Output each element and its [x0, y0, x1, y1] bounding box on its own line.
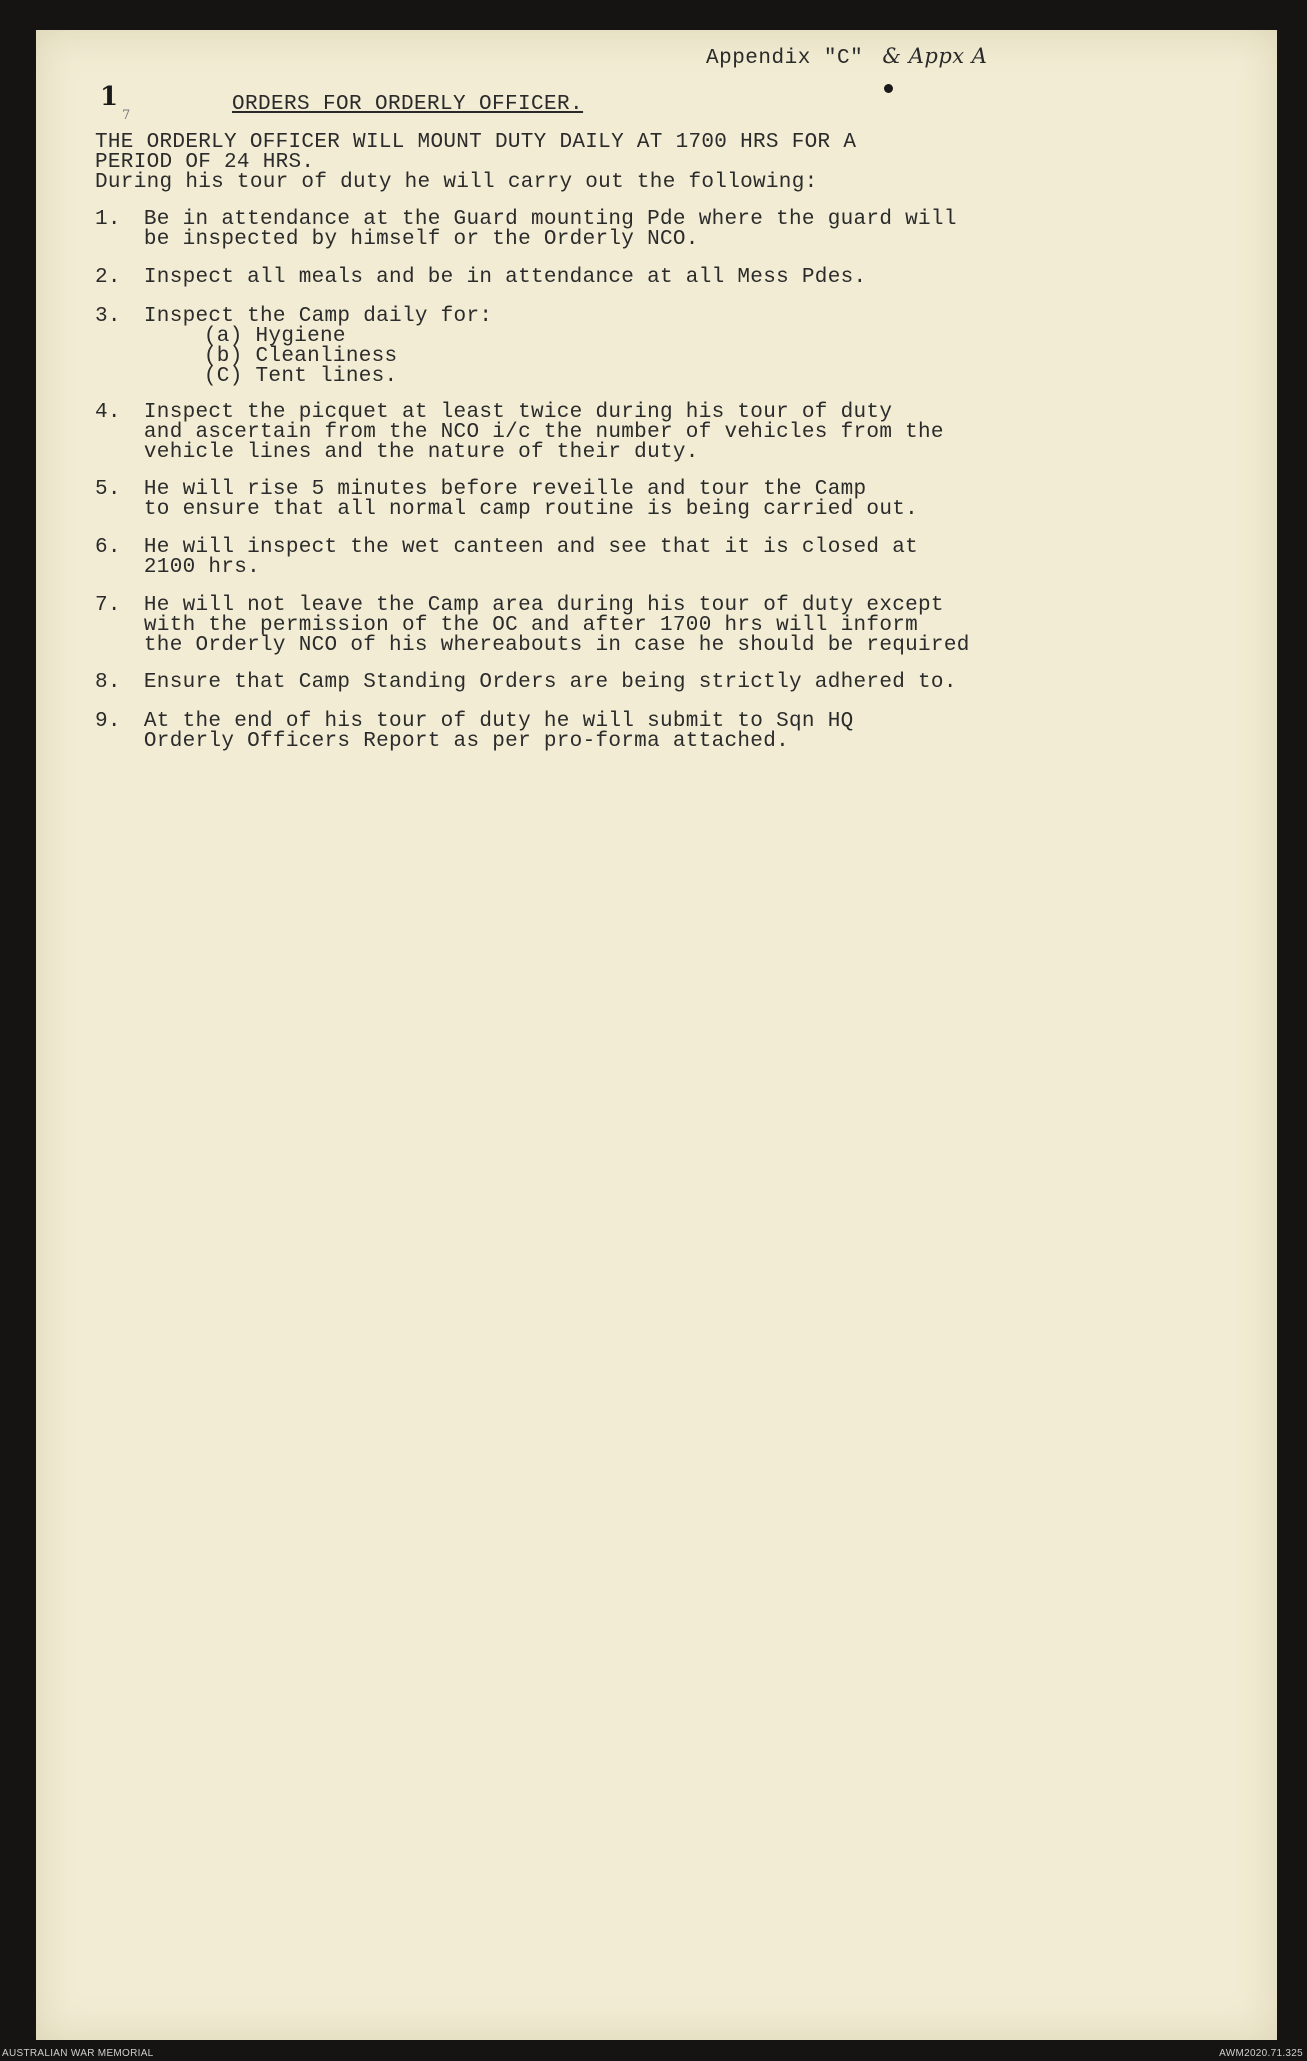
- item-number: 6.: [95, 536, 121, 559]
- item-line: and ascertain from the NCO i/c the number of vehicles from the: [143, 421, 944, 444]
- order-item-4: [95, 401, 944, 464]
- appendix-label: [706, 44, 987, 70]
- sub-item-a: (a) Hygiene: [203, 325, 346, 348]
- sub-item-c: (C) Tent lines.: [203, 365, 398, 388]
- appendix-typed: Appendix "C": [706, 47, 864, 70]
- order-item-1: [95, 208, 957, 251]
- item-number: 4.: [95, 401, 121, 424]
- item-line: He will rise 5 minutes before reveille and tour the Camp: [143, 478, 867, 501]
- item-line: the Orderly NCO of his whereabouts in case he should be required: [143, 634, 970, 657]
- margin-mark-left: 1: [100, 82, 119, 112]
- item-number: 2.: [95, 266, 121, 289]
- item-line: 2100 hrs.: [143, 556, 261, 579]
- sub-item-b: (b) Cleanliness: [203, 345, 398, 368]
- item-number: 7.: [95, 594, 121, 617]
- appendix-handwritten: & Appx A: [882, 44, 988, 68]
- order-item-2: [95, 268, 884, 288]
- ink-dot: [884, 84, 893, 93]
- intro-line-2: PERIOD OF 24 HRS.: [95, 151, 315, 174]
- item-line: He will not leave the Camp area during his tour of duty except: [143, 594, 944, 617]
- item-line: Inspect all meals and be in attendance at all Mess Pdes.: [143, 266, 867, 289]
- footer-archive-name: AUSTRALIAN WAR MEMORIAL: [2, 2048, 154, 2059]
- item-line: Orderly Officers Report as per pro-forma attached.: [143, 730, 790, 753]
- item-line: to ensure that all normal camp routine is being carried out.: [143, 498, 919, 521]
- document-title: ORDERS FOR ORDERLY OFFICER.: [232, 93, 584, 116]
- item-number: 5.: [95, 478, 121, 501]
- item-line: vehicle lines and the nature of their duty.: [143, 441, 699, 464]
- order-item-8: [95, 671, 957, 694]
- item-line: At the end of his tour of duty he will submit to Sqn HQ: [143, 710, 854, 733]
- item-line: Inspect the picquet at least twice during his tour of duty: [143, 401, 893, 424]
- margin-mark-small: 7: [122, 108, 131, 123]
- order-item-7: [95, 594, 970, 657]
- intro-line-3: During his tour of duty he will carry out the following:: [95, 171, 818, 194]
- item-number: 1.: [95, 208, 121, 231]
- item-line: Inspect the Camp daily for:: [143, 305, 493, 328]
- order-item-3: [95, 307, 884, 387]
- item-line: Be in attendance at the Guard mounting Pde where the guard will: [143, 208, 957, 231]
- order-item-9: [95, 712, 884, 752]
- item-line: Ensure that Camp Standing Orders are being strictly adhered to.: [143, 671, 957, 694]
- order-item-6: [95, 536, 919, 579]
- order-item-5: [95, 478, 919, 521]
- item-line: be inspected by himself or the Orderly NCO.: [143, 228, 699, 251]
- intro-line-1: THE ORDERLY OFFICER WILL MOUNT DUTY DAILY AT 1700 HRS FOR A: [95, 131, 857, 154]
- item-number: 8.: [95, 671, 121, 694]
- footer-reference-number: AWM2020.71.325: [1219, 2048, 1303, 2059]
- item-line: with the permission of the OC and after 1700 hrs will inform: [143, 614, 919, 637]
- item-line: He will inspect the wet canteen and see that it is closed at: [143, 536, 919, 559]
- item-number: 3.: [95, 305, 121, 328]
- item-number: 9.: [95, 710, 121, 733]
